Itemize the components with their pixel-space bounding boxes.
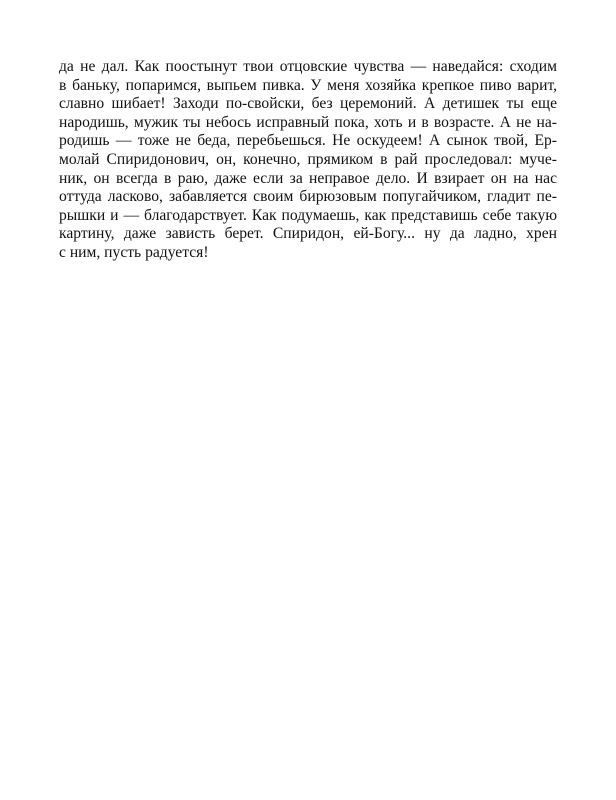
text-line: да не дал. Как поостынут твои отцовские чувства — наведайся: сходим (59, 58, 557, 75)
text-line: народишь, мужик ты небось исправный пока, хоть и в возрасте. А не на- (59, 113, 557, 131)
text-line: оттуда ласково, забавляется своим бирюзовым попугайчиком, гладит пе- (59, 188, 557, 206)
text-line: молай Спиридонович, он, конечно, прямиком в рай проследовал: муче- (59, 150, 557, 168)
text-line: картину, даже зависть берет. Спиридон, ей-Богу... ну да ладно, хрен (59, 225, 557, 243)
text-line: славно шибает! Заходи по-свойски, без церемоний. А детишек ты еще (59, 95, 557, 113)
text-line: в баньку, попаримся, выпьем пивка. У меня хозяйка крепкое пиво варит, (59, 76, 557, 94)
text-line: родишь — тоже не беда, перебьешься. Не оскудеем! А сынок твой, Ер- (59, 132, 557, 150)
text-line-last: с ним, пусть радуется! (59, 243, 209, 261)
text-line: ник, он всегда в раю, даже если за неправое дело. И взирает он на нас (59, 169, 557, 187)
text-line: рышки и — благодарствует. Как подумаешь, как представишь себе такую (59, 206, 557, 224)
body-text (59, 58, 557, 263)
